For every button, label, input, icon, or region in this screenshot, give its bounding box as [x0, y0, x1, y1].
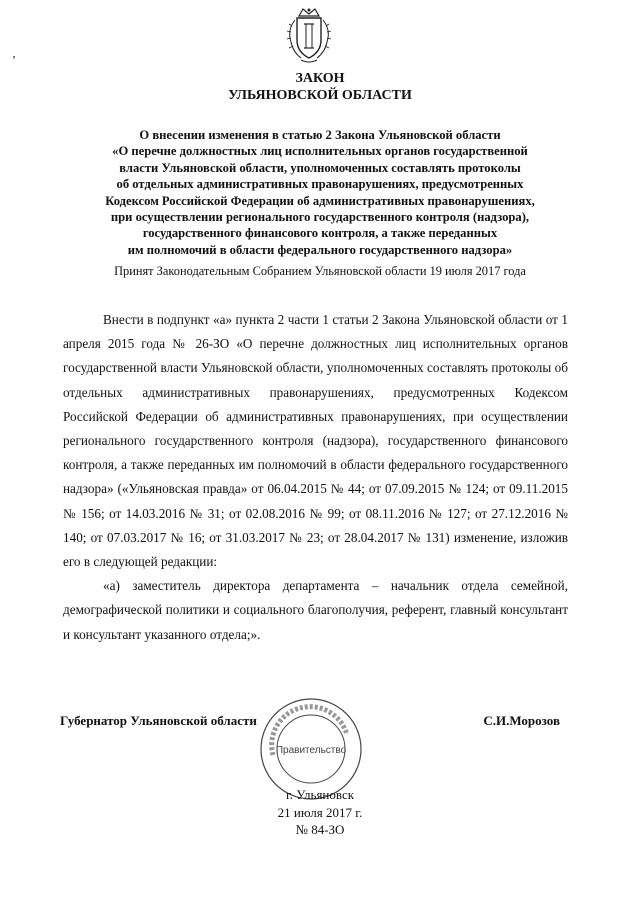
adoption-note: Принят Законодательным Собранием Ульяновской области 19 июля 2017 года	[114, 264, 526, 278]
stray-mark: ‚	[12, 46, 16, 60]
heading-line: «О перечне должностных лиц исполнительных органов государственной	[112, 144, 528, 159]
law-title-line1: ЗАКОН	[295, 71, 345, 86]
heading-line: власти Ульяновской области, уполномоченных составлять протоколы	[119, 160, 521, 175]
law-heading	[60, 127, 580, 258]
signing-date: 21 июля 2017 г.	[277, 804, 363, 820]
stamp-text: Правительство	[275, 745, 347, 756]
law-title-line2: УЛЬЯНОВСКОЙ ОБЛАСТИ	[228, 88, 412, 103]
heading-line: при осуществлении регионального государственного контроля (надзора),	[110, 210, 530, 225]
amendment-paragraph: «а) заместитель директора департамента – начальник отдела семейной, демографической политики и социального благополучия, референт, главный консультант и консультант указанного отдела;».	[63, 578, 568, 642]
heading-line: Кодексом Российской Федерации об административных правонарушениях,	[105, 193, 535, 208]
heading-line: об отдельных административных правонарушениях, предусмотренных	[116, 177, 524, 192]
law-number: № 84-ЗО	[295, 822, 345, 837]
heading-line: государственного финансового контроля, а также переданных	[142, 226, 498, 241]
city: г. Ульяновск	[285, 787, 355, 802]
body-paragraph: Внести в подпункт «а» пункта 2 части 1 статьи 2 Закона Ульяновской области от 1 апреля 2015 года № 26-ЗО «О перечне должностных лиц исполнительных органов государственной власти Ульяновской области, уполномоченных составлять протоколы об отдельных административных правонарушениях, предусмотренных Кодексом Российской Федерации об административных правонарушениях, при осуществлении регионального государственного контроля (надзора), государственного финансового контроля, а также переданных им полномочий в области федерального государственного надзора» («Ульяновская правда» от 06.04.2015 № 44; от 07.09.2015 № 124; от 09.11.2015 № 156; от 14.03.2016 № 31; от 02.08.2016 № 99; от 08.11.2016 № 127; от 27.12.2016 № 140; от 07.03.2017 № 16; от 31.03.2017 № 23; от 28.04.2017 № 131) изменение, изложив его в следующей редакции:	[63, 312, 568, 570]
coat-of-arms-icon	[283, 6, 335, 66]
document-footer	[0, 786, 640, 839]
signatory-name: С.И.Морозов	[483, 713, 560, 728]
law-title	[0, 70, 640, 104]
law-body	[63, 308, 568, 647]
heading-line: О внесении изменения в статью 2 Закона Ульяновской области	[139, 128, 501, 142]
signatory-title: Губернатор Ульяновской области	[60, 713, 257, 728]
heading-line: им полномочий в области федерального государственного надзора»	[127, 242, 513, 257]
